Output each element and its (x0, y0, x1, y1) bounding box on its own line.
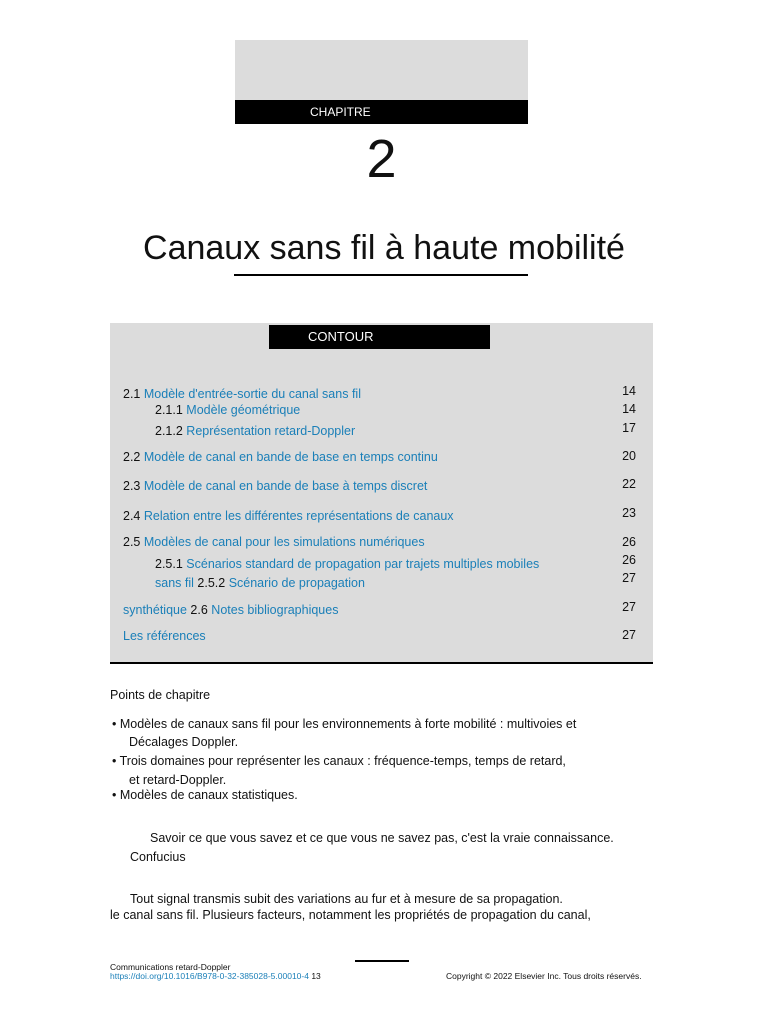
toc-entry[interactable] (123, 508, 454, 524)
points-line: • Modèles de canaux sans fil pour les environnements à forte mobilité : multivoies et (112, 717, 577, 731)
toc-entry[interactable] (123, 478, 427, 494)
toc-entry[interactable] (123, 602, 338, 618)
toc-page-number: 27 (622, 628, 636, 642)
points-line: et retard-Doppler. (129, 773, 227, 787)
toc-entry-number: 2.2 (123, 450, 141, 464)
title-divider (234, 274, 528, 276)
toc-page-number: 14 (622, 384, 636, 398)
toc-entry[interactable] (155, 402, 300, 418)
toc-entry-link[interactable]: Représentation retard-Doppler (186, 424, 356, 438)
toc-entry[interactable] (155, 575, 365, 591)
footer-doi-line (110, 971, 321, 982)
toc-entry-link[interactable]: Modèles de canal pour les simulations numériques (143, 535, 425, 549)
toc-entry[interactable] (123, 386, 361, 402)
toc-entry-link[interactable]: Modèle géométrique (186, 403, 301, 417)
toc-entry-link-continued[interactable]: sans fil (155, 576, 194, 590)
points-line: • Trois domaines pour représenter les canaux : fréquence-temps, temps de retard, (112, 754, 566, 768)
footer-page-number: 13 (311, 971, 321, 981)
chapter-label: CHAPITRE (310, 105, 371, 119)
contour-divider (110, 662, 653, 664)
toc-entry[interactable] (155, 423, 355, 439)
toc-entry[interactable] (155, 556, 539, 572)
toc-entry-link-continued[interactable]: synthétique (123, 603, 187, 617)
toc-entry-link[interactable]: Modèle de canal en bande de base en temps continu (143, 450, 438, 464)
toc-page-number: 26 (622, 553, 636, 567)
toc-entry-number: 2.1.2 (155, 424, 183, 438)
toc-entry-number: 2.4 (123, 509, 141, 523)
points-line: • Modèles de canaux statistiques. (112, 788, 298, 802)
toc-entry-link[interactable]: Modèle d'entrée-sortie du canal sans fil (143, 387, 361, 401)
toc-entry[interactable] (123, 534, 425, 550)
toc-page-number: 22 (622, 477, 636, 491)
points-heading: Points de chapitre (110, 688, 211, 702)
footer-book-title: Communications retard-Doppler (110, 962, 231, 972)
chapter-title: Canaux sans fil à haute mobilité (143, 229, 625, 267)
toc-entry-number: 2.1 (123, 387, 141, 401)
toc-entry-number: 2.5.1 (155, 557, 183, 571)
contour-label-bar (269, 325, 490, 349)
quote-text: Savoir ce que vous savez et ce que vous ne savez pas, c'est la vraie connaissance. (150, 831, 614, 845)
toc-entry-number: 2.3 (123, 479, 141, 493)
quote-author: Confucius (130, 850, 186, 864)
points-line: Décalages Doppler. (129, 735, 239, 749)
toc-entry-link[interactable]: Les références (123, 629, 206, 643)
toc-entry-link[interactable]: Modèle de canal en bande de base à temps discret (143, 479, 428, 493)
chapter-label-bar (235, 100, 528, 124)
footer-copyright: Copyright © 2022 Elsevier Inc. Tous droits réservés. (446, 971, 642, 981)
footer-doi-link[interactable]: https://doi.org/10.1016/B978-0-32-385028-5.00010-4 (110, 971, 309, 981)
toc-page-number: 27 (622, 600, 636, 614)
toc-entry-number: 2.5 (123, 535, 141, 549)
toc-entry[interactable] (123, 449, 438, 465)
toc-page-number: 26 (622, 535, 636, 549)
toc-page-number: 20 (622, 449, 636, 463)
toc-entry-number: 2.1.1 (155, 403, 183, 417)
toc-entry-number: 2.5.2 (197, 576, 226, 590)
toc-entry-link[interactable]: Scénarios standard de propagation par trajets multiples mobiles (186, 557, 540, 571)
toc-entry-number: 2.6 (190, 603, 208, 617)
footer-divider (355, 960, 409, 962)
toc-entry-link[interactable]: Notes bibliographiques (211, 603, 339, 617)
toc-entry-link[interactable]: Relation entre les différentes représentations de canaux (143, 509, 454, 523)
toc-page-number: 17 (622, 421, 636, 435)
chapter-header-box (235, 40, 528, 100)
body-paragraph-line: Tout signal transmis subit des variations au fur et à mesure de sa propagation. (130, 892, 563, 906)
toc-page-number: 23 (622, 506, 636, 520)
toc-page-number: 27 (622, 571, 636, 585)
body-paragraph-line: le canal sans fil. Plusieurs facteurs, notamment les propriétés de propagation du canal, (110, 908, 591, 922)
toc-entry[interactable] (123, 628, 206, 644)
contour-label: CONTOUR (308, 329, 374, 344)
chapter-number: 2 (366, 129, 397, 189)
toc-page-number: 14 (622, 402, 636, 416)
toc-entry-link[interactable]: Scénario de propagation (228, 576, 365, 590)
